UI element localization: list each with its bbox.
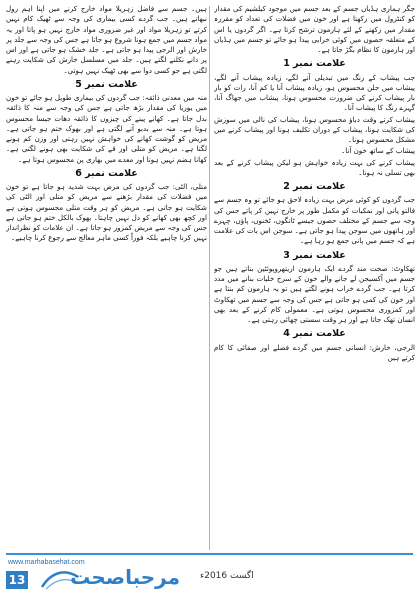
section-heading: علامت نمبر 1 xyxy=(283,58,346,70)
section-heading: علامت نمبر 6 xyxy=(75,167,138,179)
right-column xyxy=(214,4,415,550)
column-divider xyxy=(209,6,210,550)
website-link[interactable]: www.marhabasehat.com xyxy=(8,559,85,566)
paragraph: جب گردوں کو کوئی مرض بہت زیادہ لاحق ہو جائے تو وہ جسم سے فالتو پانی اور نمکیات کو مکمل طور پر خارج نہیں کر پاتے جس کی وجہ سے جسم کے مختلف حصوں جیسے ٹانگوں، ٹخنوں، پاؤں، چہرے اور ہاتھوں میں سوجن پیدا ہو جاتی ہے۔ سوجن اس بات کی علامت ہے کہ جسم میں پانی جمع ہو رہا ہے۔ xyxy=(214,195,415,246)
paragraph: پیشاب کے ساتھ خون آنا۔ xyxy=(341,146,415,156)
page-number: 13 xyxy=(6,571,28,589)
footer-rule xyxy=(6,553,413,555)
left-column xyxy=(6,4,207,550)
paragraph: منہ میں معدنی ذائقہ: جب گردوں کی بیماری طویل ہو جائے تو خون میں یوریا کی مقدار بڑھ جاتی ہے جس کی وجہ سے منہ کا ذائقہ بدل جاتا ہے۔ کھانے پینے کی چیزوں کا ذائقہ دھات جیسا محسوس ہوتا ہے۔ منہ سے بدبو آنے لگتی ہے اور بھوک ختم ہو جاتی ہے۔ مریض کو گوشت کھانے کی خواہش نہیں رہتی اور وزن کم ہونے لگتا ہے۔ مریض کو متلی اور قے کی شکایت بھی ہونے لگتی ہے۔ کھانا ہضم نہیں ہوتا اور معدے میں بھاری پن محسوس ہوتا ہے۔ xyxy=(6,93,207,164)
paragraph: جب پیشاب کے رنگ میں تبدیلی آنے لگے، زیادہ پیشاب آنے لگے، پیشاب میں جلن محسوس ہو، زیادہ پیشاب آنا یا کم آنا، رات کو بار بار پیشاب کرنے کی ضرورت محسوس ہونا، پیشاب میں جھاگ آنا، گہرے رنگ کا پیشاب آنا۔ xyxy=(214,72,415,113)
paragraph: پیشاب کرتے وقت دباؤ محسوس ہونا، پیشاب کی نالی میں سوزش کی شکایت ہونا، پیشاب کے دوران تکلیف ہونا اور پیشاب کرنے میں مشکل محسوس ہونا۔ xyxy=(214,114,415,144)
section-heading: علامت نمبر 4 xyxy=(283,328,346,340)
paragraph: ہیں۔ جسم سے فاضل زہریلا مواد خارج کرنے میں اپنا اہم رول نبھاتے ہیں۔ جب گردے کسی بیماری کی وجہ سے ٹھیک کام نہیں کرتے تو زہریلا مواد اور غیر ضروری مواد خارج نہیں ہو پاتا اور یہ مواد جسم میں جمع ہونا شروع ہو جاتا ہے جس کی وجہ سے جلد پر خارش اور الرجی پیدا ہو جاتی ہے۔ جلد خشک ہو جاتی ہے اور اس پر دانے نکلنے لگتے ہیں۔ جلد میں مسلسل خارش کی شکایت رہنے لگتی ہے جو کسی دوا سے بھی ٹھیک نہیں ہوتی۔ xyxy=(6,4,207,75)
section-heading: علامت نمبر 2 xyxy=(283,181,346,192)
section-heading: علامت نمبر 3 xyxy=(283,249,346,261)
issue-date: اگست 2016ء xyxy=(200,571,254,581)
paragraph: الرجی، خارش: انسانی جسم میں گردے فضلے اور صفائی کا کام کرتے ہیں xyxy=(214,342,415,362)
magazine-logo xyxy=(40,565,180,591)
paragraph: جگر ہماری ہڈیاں جسم کے بعد جسم میں موجود کیلشیم کی مقدار کو کنٹرول میں رکھتا ہے اور خون میں فضلات کی تعداد کو مقررہ مقدار میں رکھنے کے لئے ہارمون ترشح کرتا ہے۔ اگر گردوں یا اس کے متعلقہ حصوں میں کوئی خرابی پیدا ہو جائے تو جسم میں ہڈیاں اور ہارمون کا نظام بگڑ جاتا ہے۔ xyxy=(214,4,415,54)
magazine-title: مرحباصحت xyxy=(70,565,180,589)
page-footer xyxy=(0,553,419,594)
paragraph: تھکاوٹ: صحت مند گردے ایک ہارمون اریتھروپوئٹین بناتے ہیں جو جسم میں آکسیجن لے جانے والے خون کے سرخ خلیات بنانے میں مدد کرتا ہے۔ جب گردے خراب ہونے لگتے ہیں تو یہ ہارمون کم بنتا ہے اور خون کی کمی ہو جاتی ہے جس کی وجہ سے جسم میں تھکاوٹ اور کمزوری محسوس ہوتی ہے۔ معمولی کام کرنے کے بعد بھی انسان تھک جاتا ہے اور ہر وقت سستی چھائی رہتی ہے۔ xyxy=(214,263,415,324)
paragraph: پیشاب کرنے کی بہت زیادہ خواہش ہو لیکن پیشاب کرنے کے بعد بھی تسلی نہ ہونا۔ xyxy=(214,157,415,177)
section-heading: علامت نمبر 5 xyxy=(75,78,138,90)
paragraph: متلی، الٹی: جب گردوں کی مرض بہت شدید ہو جاتا ہے تو خون میں فضلات کی مقدار بڑھنے سے مریض کو متلی اور الٹی کی شکایت ہو جاتی ہے۔ مریض کو ہر وقت متلی محسوس ہوتی ہے اور کچھ بھی کھانے کو دل نہیں چاہتا۔ بھوک بالکل ختم ہو جاتی ہے جس کی وجہ سے مریض کمزور ہو جاتا ہے۔ ان علامات کو نظرانداز نہیں کرنا چاہیے بلکہ فوراً کسی ماہر معالج سے رجوع کرنا چاہیے۔ xyxy=(6,182,207,243)
